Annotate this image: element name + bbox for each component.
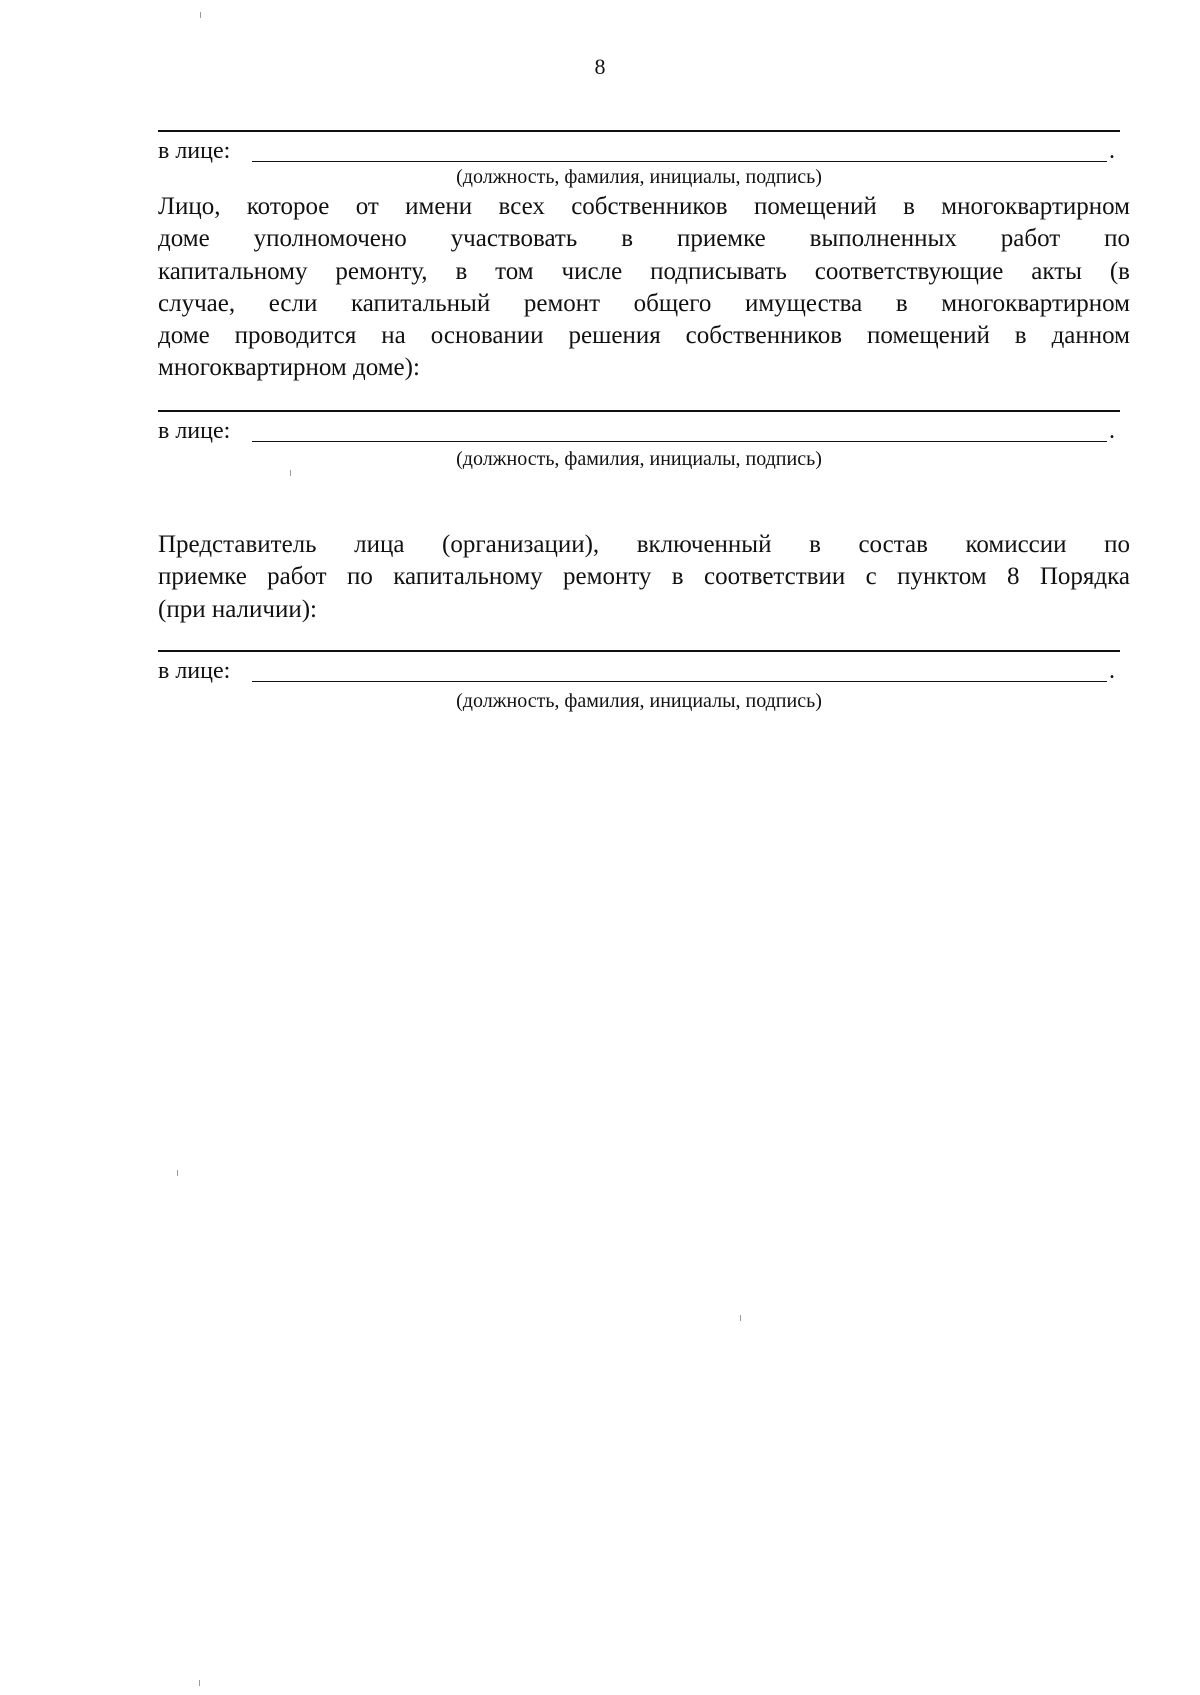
field-caption: (должность, фамилия, инициалы, подпись) — [456, 690, 822, 712]
in-face-end-mark: . — [1109, 418, 1115, 444]
field-caption: (должность, фамилия, инициалы, подпись) — [456, 166, 822, 188]
paragraph-line: Представитель лица (организации), включенный в состав комиссии по — [158, 531, 1130, 558]
scan-speck — [177, 1170, 178, 1176]
scan-speck — [199, 1680, 200, 1686]
paragraph-line: капитальному ремонту, в том числе подписывать соответствующие акты (в — [158, 257, 1130, 285]
in-face-row — [158, 416, 1122, 446]
blank-line — [158, 410, 1120, 412]
scan-speck — [200, 12, 201, 18]
scan-speck — [740, 1315, 741, 1321]
in-face-end-mark: . — [1109, 658, 1115, 684]
in-face-label: в лице: — [158, 418, 231, 444]
paragraph-authorized-person — [158, 191, 1130, 385]
scan-speck — [290, 470, 291, 476]
paragraph-line: приемке работ по капитальному ремонту в соответствии с пунктом 8 Порядка — [158, 563, 1130, 591]
paragraph-line: доме уполномочено участвовать в приемке выполненных работ по — [158, 225, 1130, 253]
in-face-end-mark: . — [1109, 138, 1115, 164]
in-face-row — [158, 136, 1122, 166]
paragraph-line: доме проводится на основании решения собственников помещений в данном — [158, 322, 1130, 350]
in-face-row — [158, 656, 1122, 686]
paragraph-line: многоквартирном доме): — [158, 354, 420, 382]
blank-line — [158, 130, 1120, 132]
blank-line — [158, 650, 1120, 652]
paragraph-organization-representative — [158, 529, 1130, 626]
page-number: 8 — [594, 54, 606, 79]
paragraph-line: Лицо, которое от имени всех собственников помещений в многоквартирном — [158, 193, 1130, 220]
in-face-blank — [252, 161, 1107, 162]
in-face-blank — [252, 441, 1107, 442]
in-face-label: в лице: — [158, 138, 231, 164]
paragraph-line: случае, если капитальный ремонт общего имущества в многоквартирном — [158, 289, 1130, 317]
in-face-blank — [252, 681, 1107, 682]
in-face-label: в лице: — [158, 658, 231, 684]
paragraph-line: (при наличии): — [158, 595, 317, 623]
field-caption: (должность, фамилия, инициалы, подпись) — [456, 448, 822, 470]
